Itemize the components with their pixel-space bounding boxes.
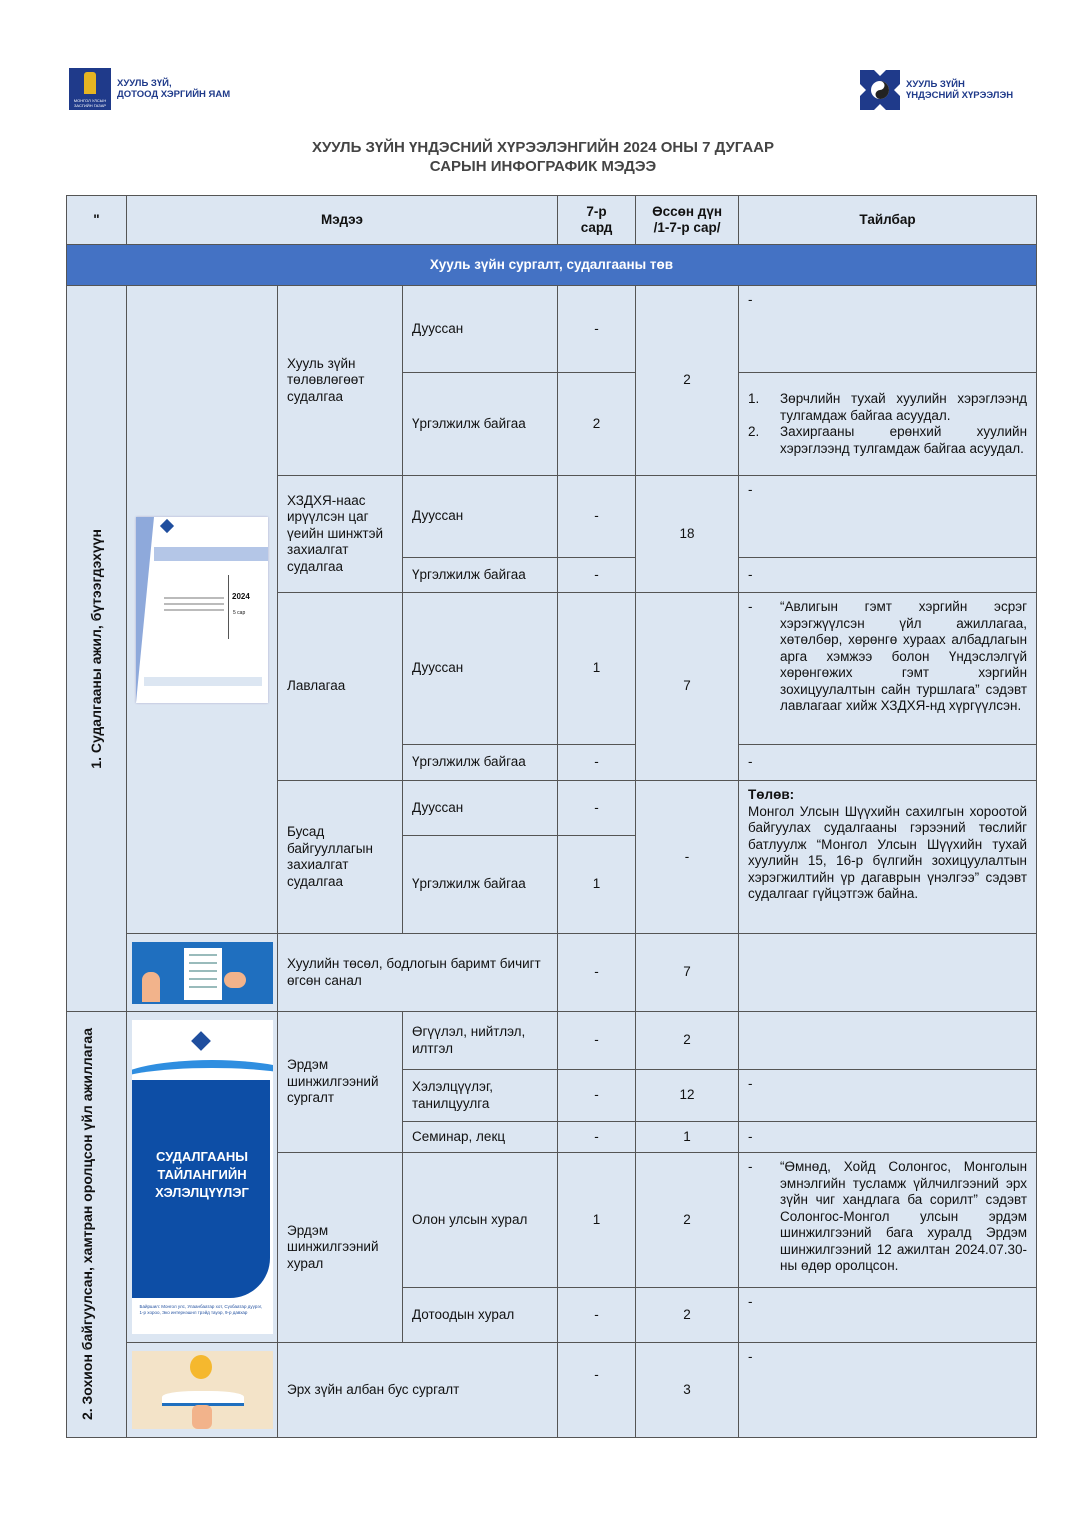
institute-logo bbox=[860, 70, 1013, 110]
status-cell: Дууссан bbox=[403, 476, 558, 558]
group-label: 1. Судалгааны ажил, бүтээгдэхүүн bbox=[67, 286, 127, 1012]
cumulative-cell: 2 bbox=[636, 1153, 739, 1288]
table-row bbox=[67, 1343, 1037, 1438]
note-cell: - bbox=[739, 1343, 1037, 1438]
month-cell: - bbox=[558, 934, 636, 1012]
month-cell: - bbox=[558, 1012, 636, 1070]
page-title: ХУУЛЬ ЗҮЙН ҮНДЭСНИЙ ХҮРЭЭЛЭНГИЙН 2024 ОНЫ 7 ДУГААР САРЫН ИНФОГРАФИК МЭДЭЭ bbox=[311, 139, 775, 175]
month-cell: - bbox=[558, 286, 636, 373]
note-cell: - “Авлигын гэмт хэргийн эсрэг хэрэгжүүлсэн үйл ажиллагаа, хөтөлбөр, хөрөнгө хураах албадлагын арга хэмжээ болон Үндэслэлгүй хөрөнгөжих гэмт хэргийн зохицуулалтын сайн туршлага” сэдэвт лавлагааг хийж ХЗДХЯ-нд хүргүүлсэн. bbox=[739, 593, 1037, 745]
status-cell: Олон улсын хурал bbox=[403, 1153, 558, 1288]
state-emblem-icon: МОНГОЛ УЛСЫН ЗАСГИЙН ГАЗАР bbox=[69, 68, 111, 110]
month-cell: - bbox=[558, 1288, 636, 1343]
col-no: " bbox=[67, 196, 127, 245]
group-label: 2. Зохион байгуулсан, хамтран оролцсон үйл ажиллагаа bbox=[67, 1012, 127, 1438]
cumulative-cell: 2 bbox=[636, 1288, 739, 1343]
month-cell: - bbox=[558, 1122, 636, 1153]
category-cell: Бусад байгууллагын захиалгат судалгаа bbox=[278, 781, 403, 934]
category-cell: Хууль зүйн төлөвлөгөөт судалгаа bbox=[278, 286, 403, 476]
status-cell: Үргэлжилж байгаа bbox=[403, 836, 558, 934]
cumulative-cell: 7 bbox=[636, 934, 739, 1012]
report-cover-image: 2024 5 сар bbox=[127, 286, 278, 934]
institute-emblem-icon bbox=[860, 70, 900, 110]
infographic-table bbox=[66, 195, 1037, 1438]
status-cell: Үргэлжилж байгаа bbox=[403, 373, 558, 476]
status-cell: Хэлэлцүүлэг, танилцуулга bbox=[403, 1070, 558, 1122]
category-cell: Лавлагаа bbox=[278, 593, 403, 781]
cumulative-cell: 1 bbox=[636, 1122, 739, 1153]
cumulative-cell: 12 bbox=[636, 1070, 739, 1122]
lightbulb-book-image bbox=[127, 1343, 278, 1438]
cumulative-cell: 3 bbox=[636, 1343, 739, 1438]
status-cell: Дууссан bbox=[403, 781, 558, 836]
status-cell: Дууссан bbox=[403, 286, 558, 373]
month-cell: - bbox=[558, 1343, 636, 1438]
category-cell: Эрх зүйн албан бус сургалт bbox=[278, 1343, 558, 1438]
table-row bbox=[67, 286, 1037, 373]
col-info: Мэдээ bbox=[127, 196, 558, 245]
month-cell: - bbox=[558, 781, 636, 836]
note-cell: - bbox=[739, 1070, 1037, 1122]
table-row bbox=[67, 934, 1037, 1012]
category-cell: Эрдэм шинжилгээний сургалт bbox=[278, 1012, 403, 1153]
status-cell: Өгүүлэл, нийтлэл, илтгэл bbox=[403, 1012, 558, 1070]
note-cell: - bbox=[739, 286, 1037, 373]
note-cell: 1. Зөрчлийн тухай хуулийн хэрэглээнд тулгамдаж байгаа асуудал. 2. Захиргааны ерөнхий хуулийн хэрэглээнд тулгамдаж байгаа асуудал. bbox=[739, 373, 1037, 476]
status-cell: Семинар, лекц bbox=[403, 1122, 558, 1153]
logo-text: ХУУЛЬ ЗҮЙ, bbox=[117, 78, 172, 89]
month-cell: - bbox=[558, 1070, 636, 1122]
logo-text: ҮНДЭСНИЙ ХҮРЭЭЛЭН bbox=[906, 90, 1014, 101]
month-cell: - bbox=[558, 745, 636, 781]
ministry-logo bbox=[69, 68, 230, 110]
note-cell bbox=[739, 934, 1037, 1012]
category-cell: Эрдэм шинжилгээний хурал bbox=[278, 1153, 403, 1343]
logo-text: ХУУЛЬ ЗҮЙН bbox=[906, 79, 965, 90]
logo-text: ДОТООД ХЭРГИЙН ЯАМ bbox=[117, 89, 231, 100]
status-cell: Дууссан bbox=[403, 593, 558, 745]
cumulative-cell: - bbox=[636, 781, 739, 934]
discussion-poster-image: СУДАЛГААНЫ ТАЙЛАНГИЙН ХЭЛЭЛЦҮҮЛЭГ Байршил: Монгол улс, Улаанбаатар хот, Сүхбаатар дүүрэг, 1-р хороо, Эко интернэшнл трэйд тауэр, 9-р давхар bbox=[127, 1012, 278, 1343]
category-cell: Хуулийн төсөл, бодлогын баримт бичигт өгсөн санал bbox=[278, 934, 558, 1012]
status-cell: Дотоодын хурал bbox=[403, 1288, 558, 1343]
status-cell: Үргэлжилж байгаа bbox=[403, 558, 558, 593]
table-row bbox=[67, 1012, 1037, 1070]
cumulative-cell: 2 bbox=[636, 1012, 739, 1070]
note-cell: - bbox=[739, 476, 1037, 558]
note-cell: Төлөв: Монгол Улсын Шүүхийн сахилгын хороотой байгуулах судалгааны гэрээний төслийг батлуулж “Монгол Улсын Шүүхийн тухай хуулийн 15, 16-р бүлгийн зохицуулалтын хэрэгжилтийн үр дагаврын үнэлгээ” сэдэвт судалгааг гүйцэтгэж байна. bbox=[739, 781, 1037, 934]
note-cell bbox=[739, 1012, 1037, 1070]
cumulative-cell: 18 bbox=[636, 476, 739, 593]
table-header-row bbox=[67, 196, 1037, 245]
note-cell: - bbox=[739, 745, 1037, 781]
month-cell: 2 bbox=[558, 373, 636, 476]
note-cell: - bbox=[739, 1122, 1037, 1153]
document-writing-image bbox=[127, 934, 278, 1012]
cumulative-cell: 7 bbox=[636, 593, 739, 781]
month-cell: - bbox=[558, 558, 636, 593]
month-cell: 1 bbox=[558, 1153, 636, 1288]
col-month: 7-р сард bbox=[558, 196, 636, 245]
status-cell: Үргэлжилж байгаа bbox=[403, 745, 558, 781]
category-cell: ХЗДХЯ-наас ирүүлсэн цаг үеийн шинжтэй захиалгат судалгаа bbox=[278, 476, 403, 593]
col-cumulative: Өссөн дүн /1-7-р сар/ bbox=[636, 196, 739, 245]
note-cell: - bbox=[739, 1288, 1037, 1343]
month-cell: - bbox=[558, 476, 636, 558]
cumulative-cell: 2 bbox=[636, 286, 739, 476]
note-cell: - “Өмнөд, Хойд Солонгос, Монголын эмнэлгийн тусламж үйлчилгээний эрх зүйн чиг хандлага ба сорилт” сэдэвт Солонгос-Монгол улсын эрдэм шинжилгээний бага хуралд Эрдэм шинжилгээний 12 ажилтан 2024.07.30-ны өдөр оролцсон. bbox=[739, 1153, 1037, 1288]
section-row: Хууль зүйн сургалт, судалгааны төв bbox=[67, 245, 1037, 286]
month-cell: 1 bbox=[558, 836, 636, 934]
col-note: Тайлбар bbox=[739, 196, 1037, 245]
month-cell: 1 bbox=[558, 593, 636, 745]
note-cell: - bbox=[739, 558, 1037, 593]
